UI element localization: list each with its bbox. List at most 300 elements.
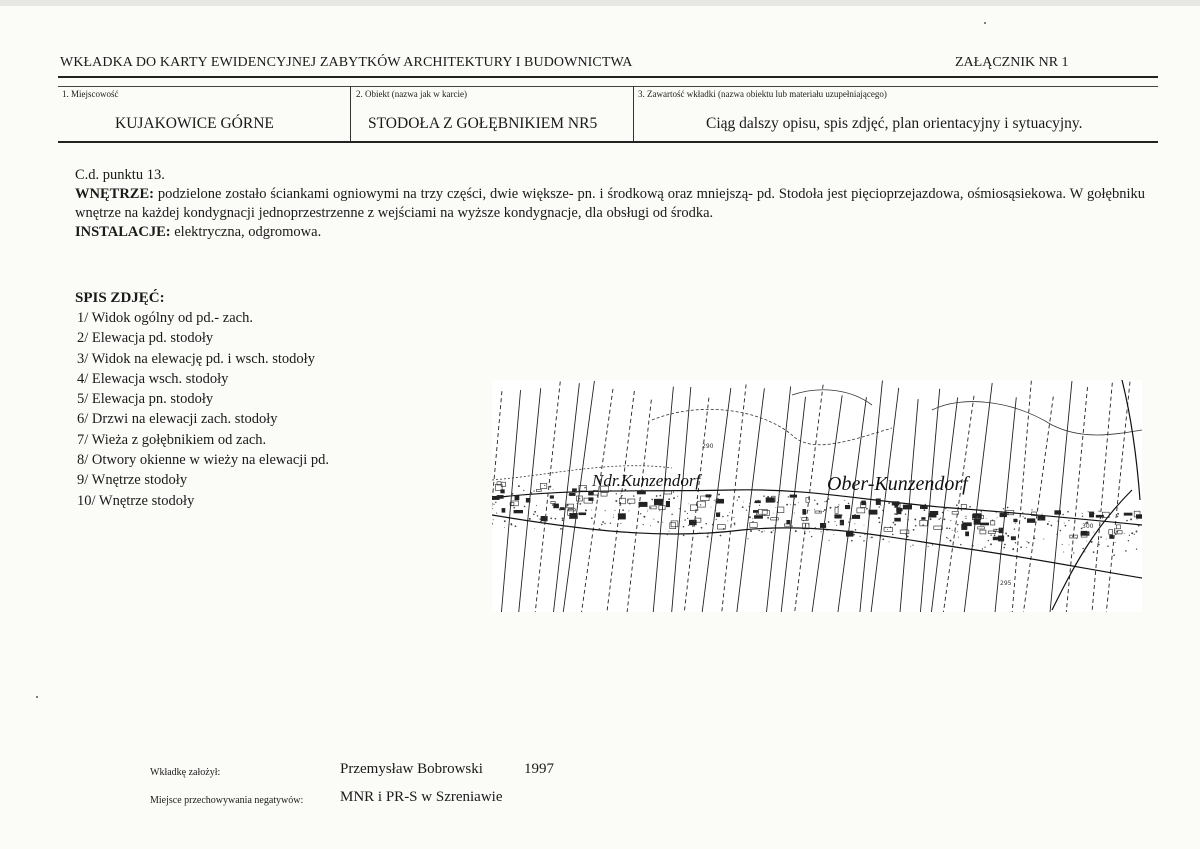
stipple-dot	[990, 535, 991, 536]
stipple-dot	[733, 517, 734, 518]
building	[846, 531, 853, 536]
stipple-dot	[1113, 554, 1115, 556]
stipple-dot	[1098, 544, 1099, 545]
stipple-dot	[878, 506, 880, 508]
stipple-dot	[1094, 513, 1095, 514]
stipple-dot	[493, 504, 494, 505]
building	[666, 501, 670, 507]
interior-paragraph	[75, 185, 1145, 223]
stipple-dot	[591, 517, 593, 519]
stipple-dot	[879, 536, 880, 537]
stipple-dot	[942, 512, 944, 514]
stipple-dot	[826, 530, 827, 531]
stipple-dot	[659, 495, 661, 497]
stipple-dot	[1015, 523, 1016, 524]
stipple-dot	[566, 505, 567, 506]
stipple-dot	[887, 529, 888, 530]
stipple-dot	[585, 509, 587, 511]
photo-list-item: 6/ Drzwi na elewacji zach. stodoły	[77, 411, 278, 428]
stipple-dot	[529, 500, 530, 501]
building	[706, 495, 711, 497]
stipple-dot	[727, 515, 729, 517]
installation-paragraph	[75, 223, 1145, 242]
stipple-dot	[977, 516, 979, 518]
stipple-dot	[729, 512, 730, 513]
building	[654, 499, 663, 505]
stipple-dot	[579, 498, 581, 500]
stipple-dot	[854, 514, 856, 516]
stipple-dot	[626, 532, 627, 533]
stipple-dot	[844, 500, 845, 501]
stipple-dot	[1098, 510, 1099, 511]
village-buildings	[492, 482, 1142, 541]
stipple-dot	[809, 531, 810, 532]
stipple-dot	[814, 509, 815, 510]
building	[579, 513, 586, 515]
building	[750, 523, 757, 528]
stipple-dot	[824, 501, 825, 502]
stipple-dot	[946, 527, 948, 529]
building	[1116, 525, 1120, 529]
building	[697, 501, 705, 507]
stipple-dot	[705, 523, 706, 524]
negatives-storage-label: Miejsce przechowywania negatywów:	[150, 795, 304, 806]
stipple-dot	[1100, 536, 1102, 538]
building	[664, 491, 672, 494]
field-strip-line	[582, 389, 613, 612]
photo-list-heading: SPIS ZDJĘĆ:	[75, 290, 165, 306]
stipple-dot	[749, 516, 751, 518]
stipple-dot	[1016, 513, 1017, 514]
stipple-dot	[737, 500, 738, 501]
stipple-dot	[1107, 545, 1109, 547]
stipple-dot	[861, 508, 862, 509]
stipple-dot	[992, 519, 994, 521]
stipple-dot	[855, 529, 857, 531]
stipple-dot	[866, 508, 868, 510]
stipple-dot	[996, 529, 997, 530]
building	[895, 504, 898, 507]
stipple-dot	[997, 517, 998, 518]
stipple-dot	[794, 513, 795, 514]
stipple-dot	[643, 524, 644, 525]
stipple-dot	[716, 519, 717, 520]
stipple-dot	[932, 544, 933, 545]
stipple-dot	[523, 490, 524, 491]
photo-list-item: 7/ Wieża z gołębnikiem od zach.	[77, 431, 267, 448]
stipple-dot	[994, 534, 996, 536]
stipple-dot	[947, 510, 948, 511]
building	[589, 491, 594, 495]
map-drawing	[492, 380, 1142, 612]
stipple-dot	[716, 499, 718, 501]
building	[862, 501, 866, 505]
stipple-dot	[913, 529, 915, 531]
stipple-dot	[905, 514, 906, 515]
stipple-dot	[684, 511, 685, 512]
stipple-dot	[864, 533, 866, 535]
building	[998, 536, 1003, 541]
building	[952, 512, 959, 514]
stipple-dot	[1084, 551, 1085, 552]
field-value-locality: KUJAKOWICE GÓRNE	[115, 115, 274, 132]
stipple-dot	[671, 514, 673, 516]
spot-height: 290	[702, 443, 714, 450]
photo-list-item: 8/ Otwory okienne w wieży na elewacji pd.	[77, 452, 330, 469]
stipple-dot	[1131, 532, 1133, 534]
stipple-dot	[590, 500, 591, 501]
stipple-dot	[559, 509, 561, 511]
building	[869, 510, 877, 514]
building	[753, 510, 758, 512]
stipple-dot	[889, 541, 890, 542]
stipple-dot	[1015, 542, 1016, 543]
installation-text: elektryczna, odgromowa.	[170, 224, 322, 240]
stipple-dot	[943, 518, 945, 520]
stipple-dot	[677, 496, 678, 497]
stipple-dot	[924, 504, 926, 506]
stipple-dot	[826, 500, 828, 502]
stipple-dot	[952, 530, 953, 531]
stipple-dot	[957, 531, 958, 532]
stipple-dot	[562, 519, 564, 521]
stipple-dot	[829, 540, 830, 541]
building	[876, 499, 880, 505]
stipple-dot	[534, 511, 536, 513]
stipple-dot	[922, 524, 924, 526]
building	[670, 523, 676, 529]
interior-text: podzielone zostało ściankami ogniowymi na trzy części, dwie większe- pn. i środkową oraz mniejszą- pd. Stodoła jest pięcioprzejazdowa, ośmiosąsiekowa. W gołębniku wnętrze na każdej kondygnacji jednoprzestrzenne z wejściami na wyższe kondygnacje, dla obsługi od środka.	[75, 186, 1145, 221]
map-label-upper-village: Ober-Kunzendorf	[827, 473, 968, 495]
stipple-dot	[882, 510, 883, 511]
stipple-dot	[836, 525, 837, 526]
stipple-dot	[819, 511, 820, 512]
stipple-dot	[773, 513, 774, 514]
stipple-dot	[955, 532, 956, 533]
stipple-dot	[841, 514, 843, 516]
stipple-dot	[890, 526, 891, 527]
field-strip-line	[795, 385, 823, 612]
building	[671, 521, 678, 527]
stipple-dot	[926, 539, 927, 540]
stipple-dot	[597, 495, 599, 497]
building	[1136, 515, 1142, 519]
building	[884, 528, 893, 532]
building	[628, 499, 635, 503]
stipple-dot	[1003, 508, 1004, 509]
map-label-lower-village: Ndr.Kunzendorf	[592, 471, 701, 490]
stipple-dot	[773, 530, 774, 531]
stipple-dot	[1090, 512, 1091, 513]
building	[689, 520, 696, 525]
field-strip-line	[1106, 382, 1130, 612]
stipple-dot	[946, 537, 947, 538]
orientation-map	[492, 380, 1142, 612]
building	[803, 509, 806, 514]
stipple-dot	[591, 510, 592, 511]
building	[762, 510, 769, 515]
stipple-dot	[808, 524, 809, 525]
stipple-dot	[699, 532, 700, 533]
stipple-dot	[627, 499, 628, 500]
stipple-dot	[826, 504, 827, 505]
stipple-dot	[1014, 528, 1015, 529]
building	[778, 507, 784, 513]
stipple-dot	[640, 513, 641, 514]
stipple-dot	[576, 517, 578, 519]
stipple-dot	[1115, 533, 1117, 535]
stipple-dot	[569, 494, 570, 495]
stipple-dot	[924, 509, 926, 511]
stipple-dot	[1020, 546, 1022, 548]
building	[754, 516, 762, 519]
stipple-dot	[864, 525, 865, 526]
stipple-dot	[560, 528, 562, 530]
field-strip-line	[672, 387, 691, 612]
stipple-dot	[950, 520, 951, 521]
field-strip-line	[943, 396, 974, 612]
stipple-dot	[1037, 509, 1038, 510]
building	[787, 520, 790, 524]
stipple-dot	[614, 510, 615, 511]
stipple-dot	[718, 494, 720, 496]
stipple-dot	[749, 506, 750, 507]
field-value-contents: Ciąg dalszy opisu, spis zdjęć, plan orientacyjny i sytuacyjny.	[706, 115, 1083, 132]
stipple-dot	[1117, 516, 1118, 517]
field-strip-line	[931, 397, 957, 612]
stipple-dot	[715, 510, 716, 511]
field-value-object: STODOŁA Z GOŁĘBNIKIEM NR5	[368, 115, 598, 132]
building	[922, 518, 926, 520]
photo-list-item: 1/ Widok ogólny od pd.- zach.	[77, 310, 253, 326]
stipple-dot	[604, 523, 605, 524]
stipple-dot	[756, 513, 758, 515]
stipple-dot	[504, 527, 505, 528]
stipple-dot	[1068, 520, 1069, 521]
stipple-dot	[851, 540, 853, 542]
description-text	[75, 166, 1145, 242]
stipple-dot	[536, 505, 537, 506]
stipple-dot	[1028, 542, 1030, 544]
document-title: WKŁADKA DO KARTY EWIDENCYJNEJ ZABYTKÓW ARCHITEKTURY I BUDOWNICTWA	[60, 55, 633, 70]
stipple-dot	[650, 507, 651, 508]
stipple-dot	[854, 523, 855, 524]
stipple-dot	[982, 510, 983, 511]
stipple-dot	[1062, 514, 1064, 516]
stipple-dot	[533, 513, 535, 515]
stipple-dot	[643, 516, 645, 518]
photo-list-item: 5/ Elewacja pn. stodoły	[77, 391, 214, 408]
stipple-dot	[915, 525, 917, 527]
stipple-dot	[540, 521, 542, 523]
stipple-dot	[990, 543, 992, 545]
building	[1038, 516, 1045, 520]
stipple-dot	[562, 528, 564, 530]
stipple-dot	[965, 518, 966, 519]
stipple-dot	[907, 519, 909, 521]
stipple-dot	[707, 536, 709, 538]
header-rule-inner	[58, 86, 1158, 87]
stipple-dot	[840, 522, 842, 524]
building	[771, 518, 779, 520]
stipple-dot	[552, 504, 554, 506]
stipple-dot	[1012, 539, 1013, 540]
stipple-dot	[738, 496, 740, 498]
building	[900, 530, 909, 534]
stipple-dot	[584, 487, 586, 489]
stipple-dot	[947, 538, 948, 539]
building	[551, 501, 555, 503]
stipple-dot	[821, 531, 822, 532]
stipple-dot	[1018, 530, 1019, 531]
stipple-dot	[805, 533, 806, 534]
building	[1109, 530, 1113, 535]
stipple-dot	[495, 502, 496, 503]
stipple-dot	[1124, 533, 1125, 534]
stipple-dot	[1040, 519, 1042, 521]
building	[514, 510, 523, 513]
stipple-dot	[705, 502, 706, 503]
stipple-dot	[597, 496, 598, 497]
stipple-dot	[1064, 523, 1065, 524]
field-strip-line	[1092, 383, 1112, 612]
stipple-dot	[1042, 514, 1043, 515]
building	[639, 502, 647, 506]
stipple-dot	[711, 507, 712, 508]
building	[974, 519, 980, 525]
stipple-dot	[814, 500, 815, 501]
stipple-dot	[647, 511, 648, 512]
stipple-dot	[1049, 521, 1050, 522]
stipple-dot	[1102, 518, 1103, 519]
stipple-dot	[1063, 552, 1064, 553]
stipple-dot	[555, 518, 557, 520]
stipple-dot	[605, 510, 606, 511]
stipple-dot	[1093, 532, 1094, 533]
stipple-dot	[892, 534, 894, 536]
stipple-dot	[662, 522, 663, 523]
stipple-dot	[629, 503, 630, 504]
stipple-dot	[930, 518, 932, 520]
stipple-dot	[746, 510, 747, 511]
stipple-dot	[697, 498, 698, 499]
stipple-dot	[975, 518, 976, 519]
stipple-dot	[496, 513, 497, 514]
stipple-dot	[752, 521, 753, 522]
building	[497, 495, 503, 498]
stipple-dot	[798, 502, 799, 503]
stipple-dot	[938, 518, 939, 519]
stipple-dot	[628, 510, 629, 511]
stipple-dot	[549, 486, 551, 488]
annex-number: ZAŁĄCZNIK NR 1	[955, 55, 1069, 70]
stipple-dot	[1116, 531, 1118, 533]
stipple-dot	[957, 508, 958, 509]
stipple-dot	[562, 518, 564, 520]
stipple-dot	[988, 540, 989, 541]
stipple-dot	[1091, 541, 1093, 543]
field-label-contents: 3. Zawartość wkładki (nazwa obiektu lub materiału uzupełniającego)	[638, 89, 887, 99]
stipple-dot	[758, 530, 759, 531]
stipple-dot	[742, 506, 744, 508]
stipple-dot	[958, 537, 959, 538]
stipple-dot	[828, 521, 830, 523]
scan-edge	[0, 0, 1200, 6]
stipple-dot	[1051, 525, 1053, 527]
stipple-dot	[835, 506, 836, 507]
stipple-dot	[1088, 511, 1089, 512]
stipple-dot	[492, 523, 493, 525]
stipple-dot	[511, 495, 512, 496]
stipple-dot	[656, 495, 658, 497]
stipple-dot	[630, 490, 631, 491]
stipple-dot	[492, 508, 493, 509]
stipple-dot	[1126, 520, 1128, 522]
year: 1997	[524, 761, 554, 777]
building	[930, 511, 938, 514]
stipple-dot	[1125, 550, 1127, 552]
stipple-dot	[811, 536, 812, 537]
stipple-dot	[533, 490, 534, 491]
stipple-dot	[790, 504, 791, 505]
stipple-dot	[850, 518, 852, 520]
field-strip-line	[964, 383, 992, 612]
stipple-dot	[996, 512, 997, 513]
stipple-dot	[524, 506, 526, 508]
stipple-dot	[1082, 513, 1083, 514]
stipple-dot	[1056, 534, 1057, 535]
stipple-dot	[950, 540, 952, 542]
building	[897, 508, 903, 511]
stipple-dot	[1073, 552, 1074, 553]
field-strip-line	[781, 397, 805, 612]
stipple-dot	[1128, 540, 1129, 541]
stipple-dot	[1072, 536, 1074, 538]
building	[784, 524, 790, 526]
building	[589, 498, 594, 501]
stipple-dot	[786, 504, 788, 506]
photo-list-item: 2/ Elewacja pd. stodoły	[77, 330, 214, 347]
stipple-dot	[928, 546, 929, 547]
stipple-dot	[763, 495, 765, 497]
photo-list-item: 10/ Wnętrze stodoły	[77, 492, 195, 509]
stipple-dot	[794, 504, 796, 506]
stipple-dot	[602, 522, 603, 523]
building	[980, 530, 986, 534]
stipple-dot	[815, 527, 816, 528]
stipple-dot	[743, 502, 744, 503]
stipple-dot	[504, 520, 506, 522]
field-strip-line	[492, 391, 502, 612]
stipple-dot	[679, 508, 680, 509]
stipple-dot	[717, 498, 718, 499]
stipple-dot	[1034, 538, 1036, 540]
building	[1014, 519, 1018, 522]
header-rule-top	[58, 76, 1158, 78]
stipple-dot	[834, 521, 835, 522]
stipple-dot	[1138, 525, 1140, 527]
stipple-dot	[969, 506, 971, 508]
stipple-dot	[553, 489, 554, 490]
stipple-dot	[667, 534, 669, 536]
stipple-dot	[853, 534, 855, 536]
stipple-dot	[882, 538, 884, 540]
field-strip-line	[920, 389, 939, 612]
field-strip-line	[722, 384, 746, 612]
negatives-storage-value: MNR i PR-S w Szreniawie	[340, 789, 503, 805]
stipple-dot	[622, 509, 624, 511]
building	[857, 508, 865, 513]
